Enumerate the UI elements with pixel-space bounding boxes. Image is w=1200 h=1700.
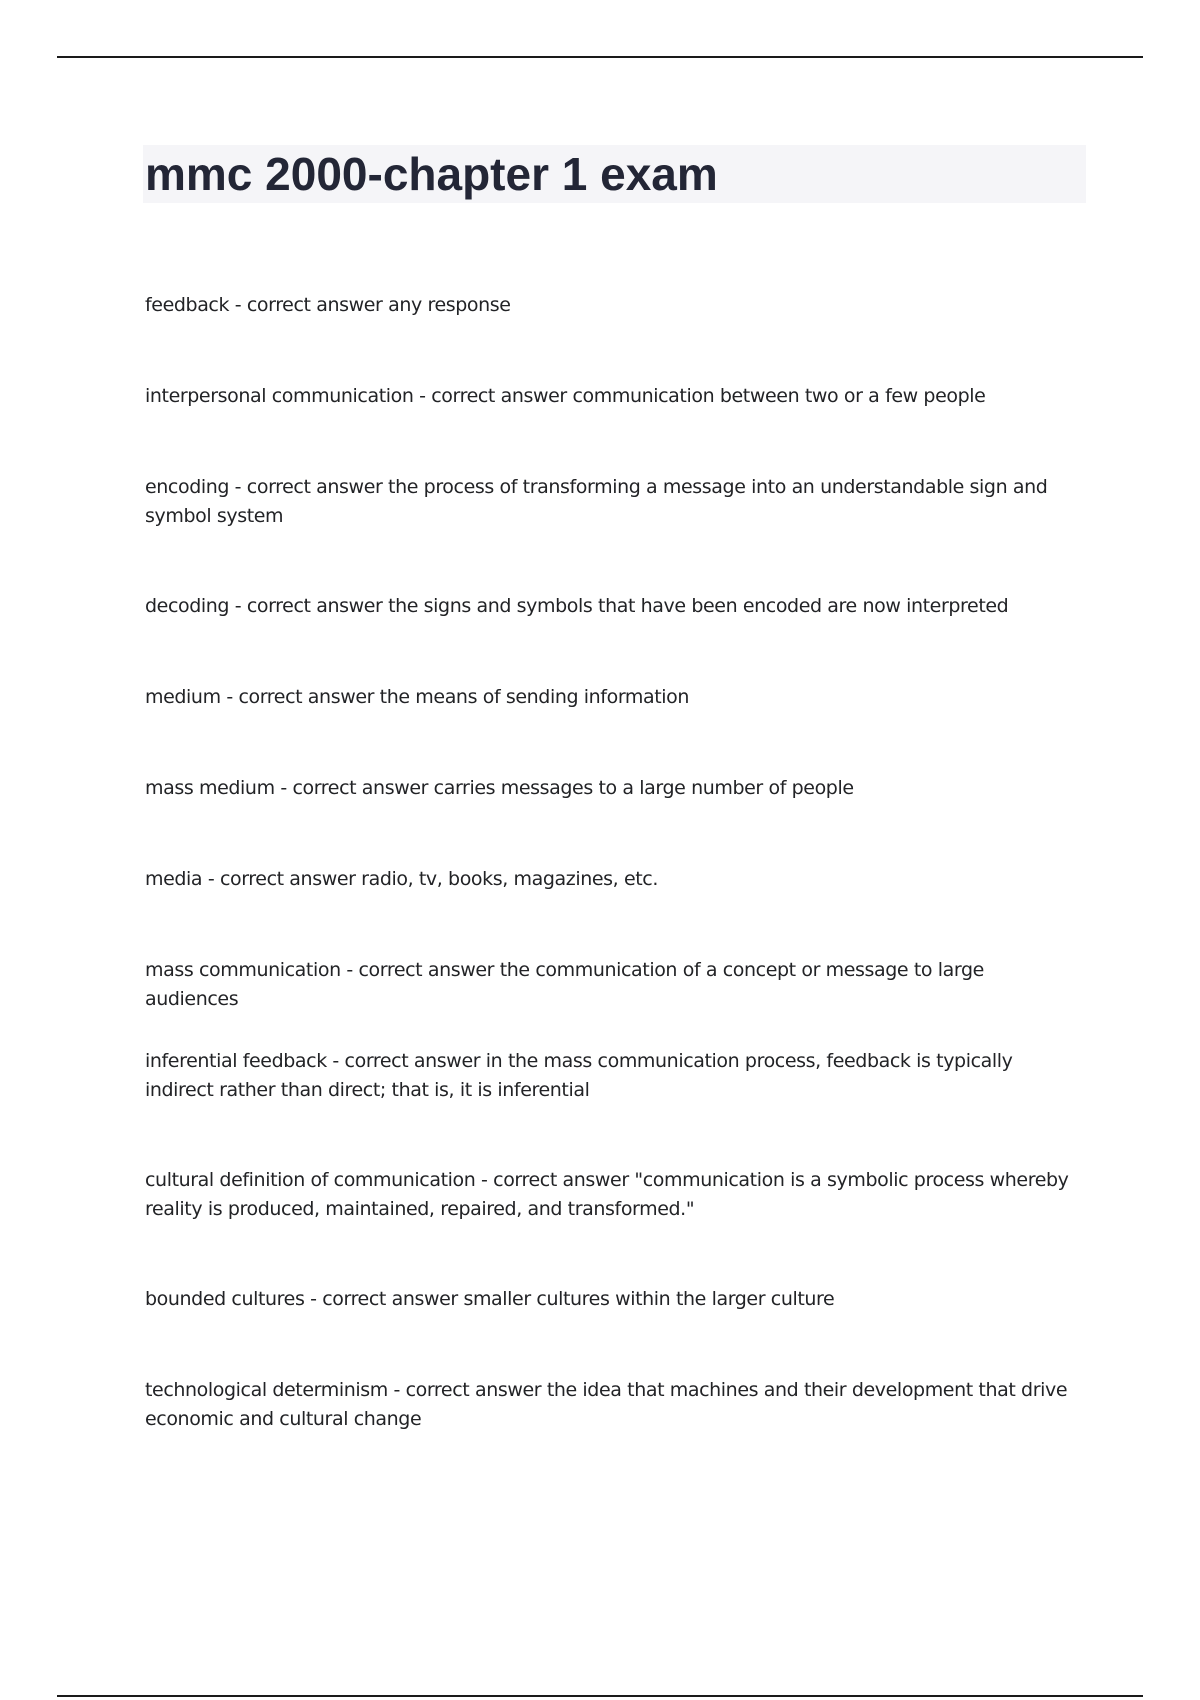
entry-separator: - (202, 868, 220, 890)
entry-definition: in the mass communication process, feedback is typically indirect rather than direct; that is, it is inferential (145, 1050, 1013, 1101)
entry-separator: - (229, 476, 247, 498)
flashcard-entry (145, 1376, 1075, 1434)
flashcard-entry (145, 1285, 1075, 1314)
entry-answer-label: correct answer (292, 777, 429, 799)
entry-answer-label: correct answer (405, 1379, 542, 1401)
entry-separator: - (413, 385, 432, 407)
entry-separator: - (326, 1050, 345, 1072)
entry-separator: - (340, 959, 359, 981)
flashcard-entry (145, 1047, 1075, 1105)
entry-term: interpersonal communication (145, 385, 414, 407)
flashcard-entry (145, 956, 1075, 1014)
entry-term: feedback (145, 294, 230, 316)
flashcard-entry (145, 592, 1075, 621)
entry-separator: - (229, 595, 247, 617)
entry-term: decoding (145, 595, 230, 617)
entry-definition: any response (388, 294, 511, 316)
entry-separator: - (304, 1288, 323, 1310)
entry-definition: radio, tv, books, magazines, etc. (361, 868, 658, 890)
entry-answer-label: correct answer (246, 294, 383, 316)
flashcard-entry (145, 683, 1075, 712)
entry-definition: carries messages to a large number of people (433, 777, 854, 799)
entry-term: mass communication (145, 959, 341, 981)
entry-definition: the signs and symbols that have been encoded are now interpreted (388, 595, 1009, 617)
entry-term: inferential feedback (145, 1050, 327, 1072)
entry-term: mass medium (145, 777, 275, 799)
entry-separator: - (220, 686, 239, 708)
entry-term: technological determinism (145, 1379, 388, 1401)
entry-term: medium (145, 686, 221, 708)
entry-definition: the communication of a concept or message to large audiences (145, 959, 984, 1010)
flashcard-entry (145, 865, 1075, 894)
entry-answer-label: correct answer (493, 1169, 629, 1191)
entry-answer-label: correct answer (344, 1050, 481, 1072)
entry-answer-label: correct answer (246, 476, 383, 498)
flashcard-entry (145, 473, 1075, 531)
flashcard-entry (145, 291, 1075, 320)
entry-definition: the process of transforming a message into an understandable sign and symbol system (145, 476, 1048, 527)
flashcard-entry (145, 774, 1075, 803)
page-title: mmc 2000-chapter 1 exam (145, 148, 718, 200)
entry-answer-label: correct answer (246, 595, 383, 617)
top-rule (57, 56, 1143, 58)
entry-separator: - (229, 294, 247, 316)
entry-separator: - (387, 1379, 406, 1401)
flashcard-entry (145, 1166, 1075, 1224)
entry-term: bounded cultures (145, 1288, 305, 1310)
entry-answer-label: correct answer (219, 868, 356, 890)
entry-answer-label: correct answer (358, 959, 495, 981)
entry-answer-label: correct answer (322, 1288, 458, 1310)
entry-definition: the idea that machines and their development that drive economic and cultural change (145, 1379, 1068, 1430)
entry-term: encoding (145, 476, 230, 498)
entry-term: cultural definition of communication (145, 1169, 476, 1191)
entry-term: media (145, 868, 203, 890)
entry-answer-label: correct answer (238, 686, 375, 708)
entry-definition: the means of sending information (379, 686, 690, 708)
entry-definition: communication between two or a few people (572, 385, 986, 407)
entry-answer-label: correct answer (431, 385, 567, 407)
entry-definition: smaller cultures within the larger culture (463, 1288, 835, 1310)
flashcard-entry (145, 382, 1075, 411)
entry-separator: - (475, 1169, 494, 1191)
bottom-rule (57, 1695, 1143, 1697)
entry-definition: "communication is a symbolic process whereby reality is produced, maintained, repaired, and transformed." (145, 1169, 1069, 1220)
entry-separator: - (274, 777, 293, 799)
